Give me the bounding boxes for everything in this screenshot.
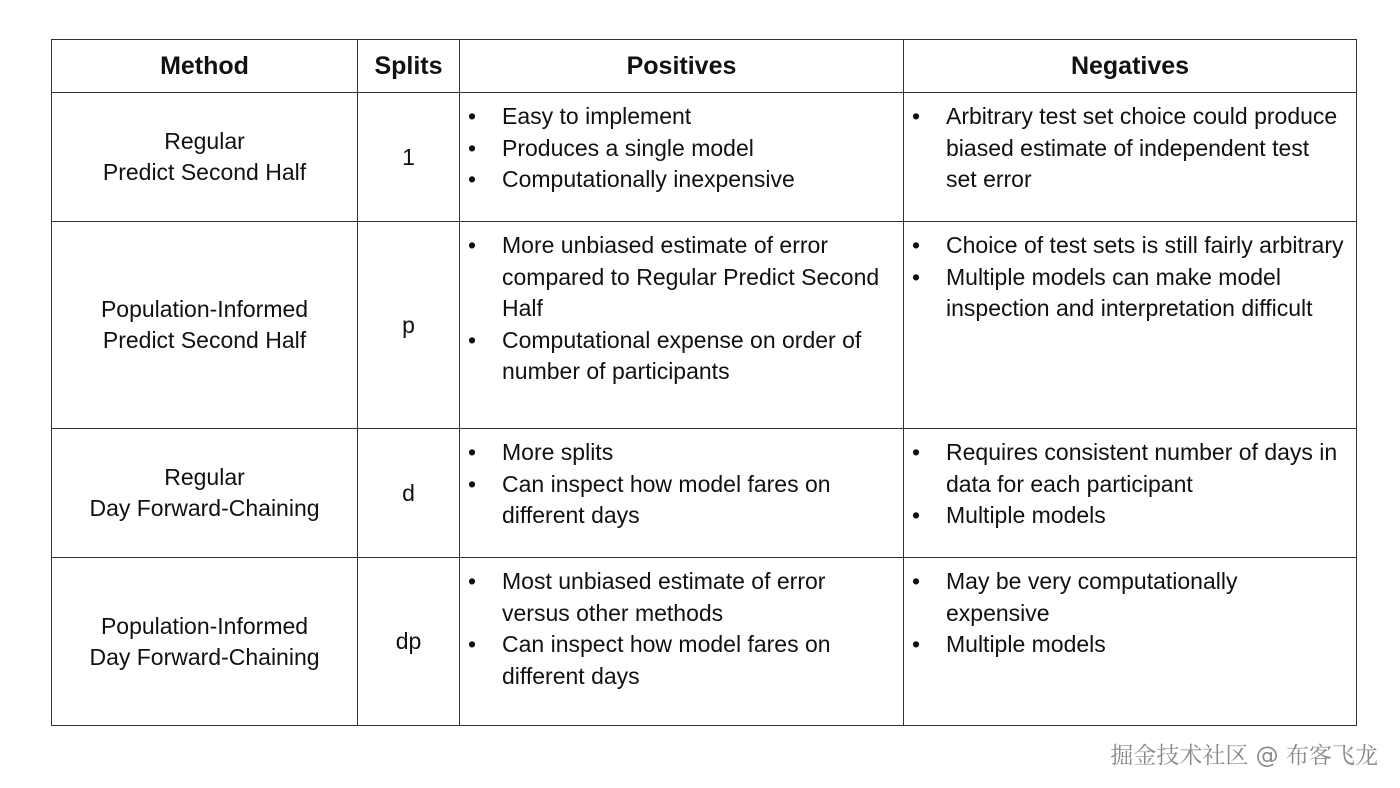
- watermark: 掘金技术社区 @ 布客飞龙: [1110, 743, 1378, 769]
- list-item: • May be very computationally expensive: [946, 566, 1346, 629]
- header-splits: Splits: [358, 40, 460, 93]
- comparison-table: [51, 39, 1357, 726]
- positives-list: [460, 437, 903, 532]
- method-line: Day Forward-Chaining: [89, 495, 320, 521]
- negatives-cell: [904, 93, 1357, 222]
- method-line: Regular: [164, 464, 245, 490]
- negatives-cell: [904, 558, 1357, 726]
- list-item: • More splits: [502, 437, 893, 469]
- positives-cell: [460, 222, 904, 429]
- list-item: • Choice of test sets is still fairly arbitrary: [946, 230, 1346, 262]
- positives-list: [460, 566, 903, 692]
- list-item: • Produces a single model: [502, 133, 893, 165]
- negatives-cell: [904, 222, 1357, 429]
- method-line: Population-Informed: [100, 296, 309, 322]
- header-positives: Positives: [460, 40, 904, 93]
- positives-cell: [460, 429, 904, 558]
- header-negatives: Negatives: [904, 40, 1357, 93]
- header-method: Method: [52, 40, 358, 93]
- negatives-list: [904, 230, 1356, 325]
- negatives-list: [904, 437, 1356, 532]
- list-item: • Can inspect how model fares on different days: [502, 629, 893, 692]
- list-item: • Multiple models: [946, 500, 1346, 532]
- list-item: • Can inspect how model fares on different days: [502, 469, 893, 532]
- method-line: Day Forward-Chaining: [89, 643, 320, 670]
- method-cell: [52, 222, 358, 429]
- splits-cell: p: [358, 222, 460, 429]
- list-item: • Multiple models can make model inspection and interpretation difficult: [946, 262, 1346, 325]
- list-item: • Arbitrary test set choice could produce biased estimate of independent test set error: [946, 101, 1346, 196]
- splits-cell: dp: [358, 558, 460, 726]
- list-item: • Most unbiased estimate of error versus other methods: [502, 566, 893, 629]
- positives-cell: [460, 93, 904, 222]
- positives-list: [460, 101, 903, 196]
- splits-cell: d: [358, 429, 460, 558]
- splits-cell: 1: [358, 93, 460, 222]
- list-item: • Computationally inexpensive: [502, 164, 893, 196]
- table-row: [52, 222, 1357, 429]
- table-row: [52, 93, 1357, 222]
- method-cell: [52, 558, 358, 726]
- negatives-list: [904, 101, 1356, 196]
- positives-cell: [460, 558, 904, 726]
- table-row: [52, 429, 1357, 558]
- method-line: Predict Second Half: [102, 327, 307, 353]
- positives-list: [460, 230, 903, 388]
- list-item: • Easy to implement: [502, 101, 893, 133]
- method-line: Predict Second Half: [102, 159, 307, 185]
- negatives-cell: [904, 429, 1357, 558]
- list-item: • Computational expense on order of number of participants: [502, 325, 893, 388]
- method-line: Population-Informed: [100, 612, 309, 639]
- table-row: [52, 558, 1357, 726]
- header-row: [52, 40, 1357, 93]
- method-cell: [52, 93, 358, 222]
- negatives-list: [904, 566, 1356, 661]
- list-item: • More unbiased estimate of error compared to Regular Predict Second Half: [502, 230, 893, 325]
- method-line: Regular: [164, 128, 245, 154]
- list-item: • Requires consistent number of days in data for each participant: [946, 437, 1346, 500]
- method-cell: [52, 429, 358, 558]
- list-item: • Multiple models: [946, 629, 1346, 661]
